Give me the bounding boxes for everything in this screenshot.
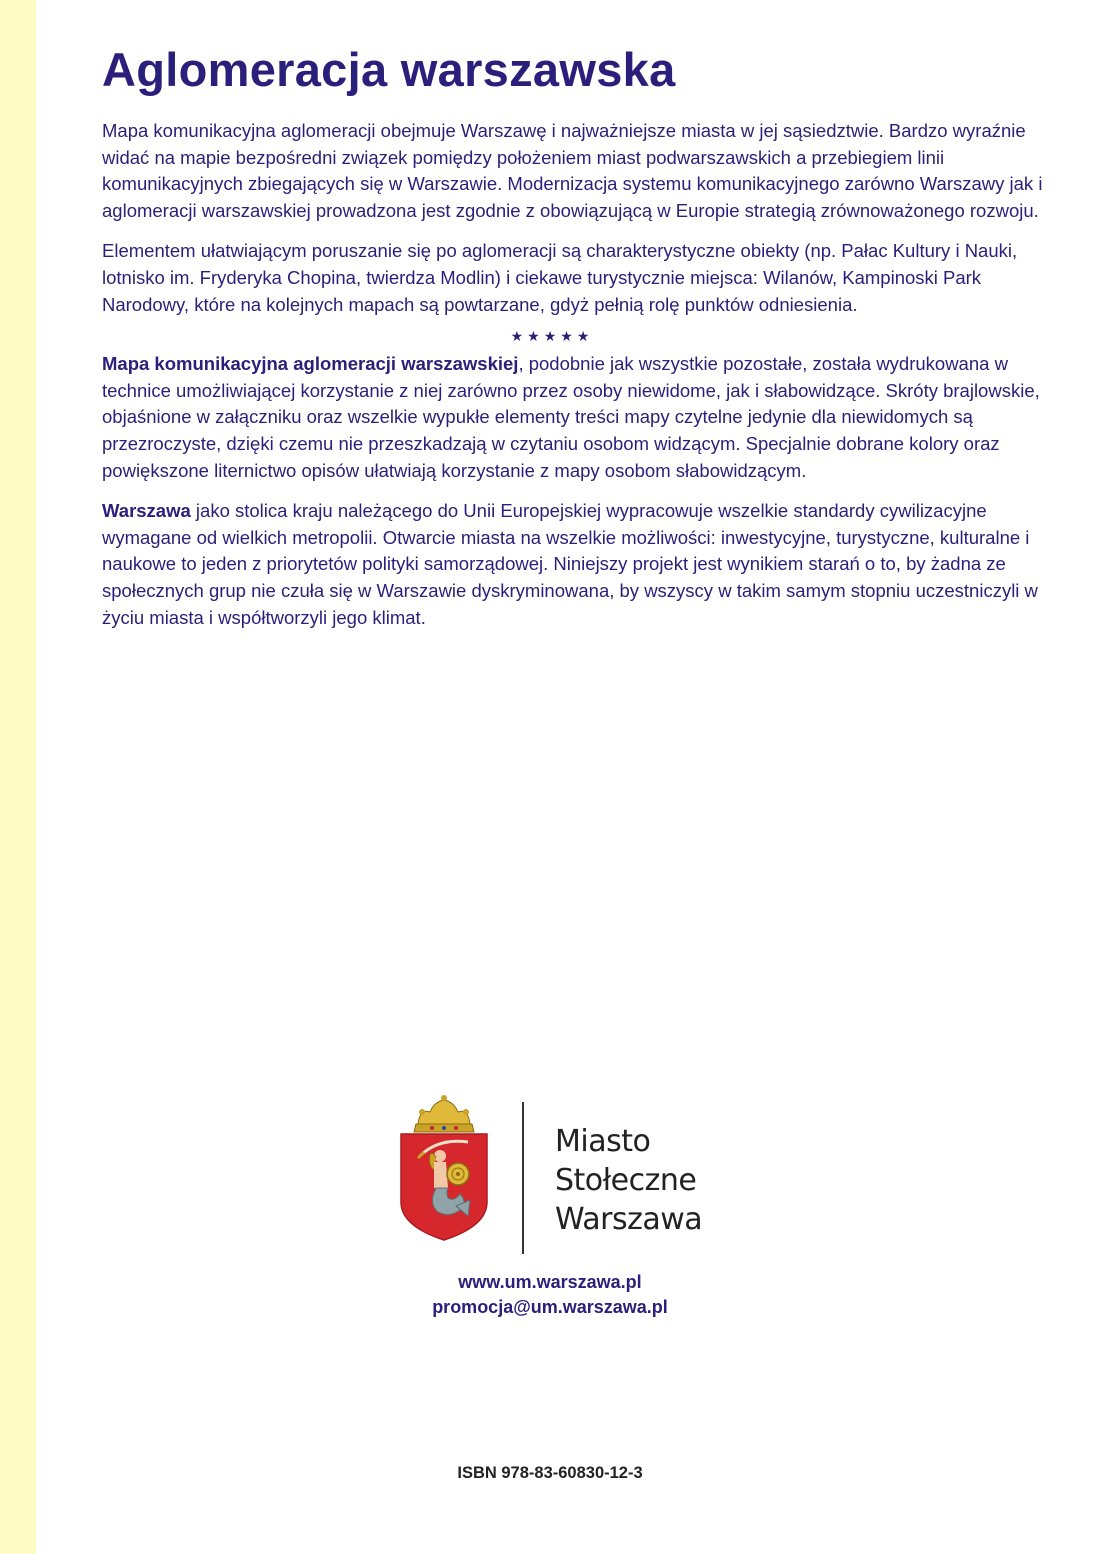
paragraph-landmarks: Elementem ułatwiającym poruszanie się po aglomeracji są charakterystyczne obiekty (np. Pałac Kultury i Nauki, lotnisko im. Fryderyka Chopina, twierdza Modlin) i ciekawe turystycznie miejsca: Wilanów, Kampinoski Park Narodowy, które na kolejnych mapach są powtarzane, gdyż pełnią rolę punktów odniesienia. — [102, 240, 1018, 315]
paragraph-braille-lead: Mapa komunikacyjna aglomeracji warszawskiej — [102, 353, 519, 375]
paragraph-braille-text: , podobnie jak wszystkie pozostałe, została wydrukowana w technice umożliwiającej korzystanie z niej zarówno przez osoby niewidome, jak i słabowidzące. Skróty brajlowskie, objaśnione w załączniku oraz wszelkie wypukłe elementy treści mapy czytelne jedynie dla niewidomych są przezroczyste, dzięki czemu nie przeszkadzają w czytaniu osobom widzącym. Specjalnie dobrane kolory oraz powiększone liternictwo opisów ułatwiają korzystanie z mapy osobom słabowidzącym. — [102, 353, 1040, 481]
isbn-number: ISBN 978-83-60830-12-3 — [457, 1464, 643, 1482]
star-separator: ★★★★★ — [510, 328, 594, 345]
city-name-line-3: Warszawa — [555, 1202, 703, 1237]
paragraph-warsaw-lead: Warszawa — [102, 500, 191, 522]
city-logo — [398, 1094, 718, 1259]
logo-divider — [522, 1102, 524, 1254]
paragraph-warsaw-text: jako stolica kraju należącego do Unii Europejskiej wypracowuje wszelkie standardy cywilizacyjne wymagane od wielkich metropolii. Otwarcie miasta na wszelkie możliwości: inwestycyjne, turystyczne, kulturalne i naukowe to jeden z priorytetów polityki samorządowej. Niniejszy projekt jest wynikiem starań o to, by żadna ze społecznych grup nie czuła się w Warszawie dyskryminowana, by wszyscy w takim samym stopniu uczestniczyli w życiu miasta i współtworzyli jego klimat. — [102, 500, 1038, 628]
page-title: Aglomeracja warszawska — [102, 43, 676, 96]
contact-info — [0, 1270, 1100, 1320]
side-strip — [0, 0, 36, 1554]
paragraph-warsaw — [102, 498, 1062, 631]
city-name-text — [555, 1122, 702, 1239]
main-content — [102, 40, 1062, 631]
website-link[interactable]: www.um.warszawa.pl — [458, 1272, 642, 1292]
paragraph-intro: Mapa komunikacyjna aglomeracji obejmuje Warszawę i najważniejsze miasta w jej sąsiedztwie. Bardzo wyraźnie widać na mapie bezpośredni związek pomiędzy położeniem miast podwarszawskich a przebiegiem linii komunikacyjnych zbiegających się w Warszawie. Modernizacja systemu komunikacyjnego zarówno Warszawy jak i aglomeracji warszawskiej prowadzona jest zgodnie z obowiązującą w Europie strategią zrównoważonego rozwoju. — [102, 120, 1043, 221]
email-link[interactable]: promocja@um.warszawa.pl — [432, 1297, 668, 1317]
city-name-line-1: Miasto — [555, 1124, 651, 1159]
city-name-line-2: Stołeczne — [555, 1163, 697, 1198]
warsaw-coat-of-arms-icon — [398, 1094, 490, 1242]
paragraph-braille — [102, 351, 1062, 484]
